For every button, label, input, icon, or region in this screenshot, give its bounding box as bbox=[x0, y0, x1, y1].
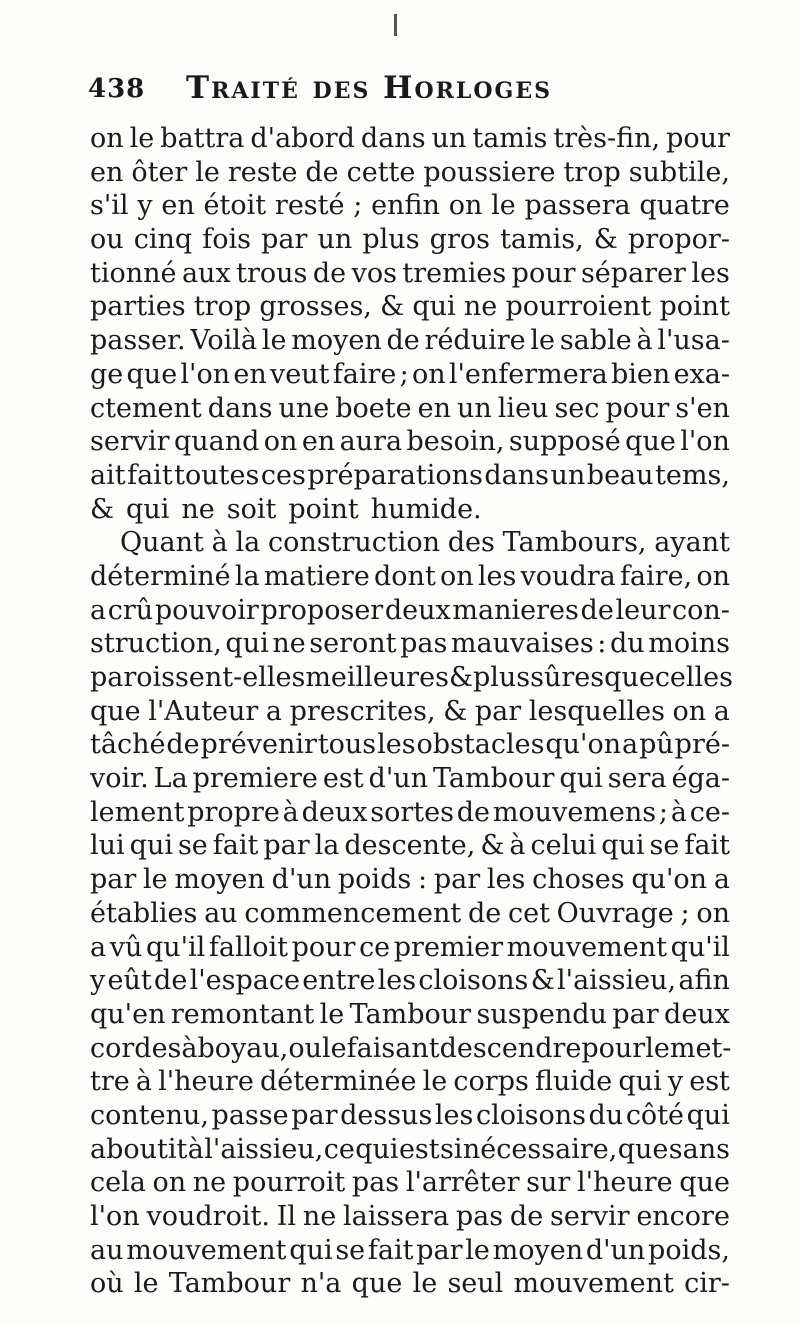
text-line: parties trop grosses, & qui ne pourroient point bbox=[90, 291, 730, 323]
text-line: ge que l'on en veut faire ; on l'enfermera bien exa- bbox=[90, 358, 730, 390]
body-text bbox=[90, 122, 734, 1301]
text-line: a vû qu'il falloit pour ce premier mouvement qu'il bbox=[90, 931, 730, 963]
text-line: tionné aux trous de vos tremies pour séparer les bbox=[90, 257, 730, 289]
text-line: établies au commencement de cet Ouvrage ; on bbox=[90, 897, 730, 929]
text-line: où le Tambour n'a que le seul mouvement cir- bbox=[90, 1268, 730, 1300]
text-line: cordes à boyau, ou le faisant descendre pour le met- bbox=[90, 1032, 732, 1064]
text-line: ctement dans une boete en un lieu sec pour s'en bbox=[90, 392, 730, 424]
text-line: que l'Auteur a prescrites, & par lesquelles on a bbox=[90, 695, 730, 727]
text-line: aboutit à l'aissieu, ce qui est si nécessaire, que sans bbox=[90, 1133, 730, 1165]
text-line: struction, qui ne seront pas mauvaises : du moins bbox=[90, 628, 730, 660]
text-line: lui qui se fait par la descente, & à celui qui se fait bbox=[90, 830, 730, 862]
text-line: ait fait toutes ces préparations dans un beau tems, bbox=[90, 459, 730, 491]
text-line: lement propre à deux sortes de mouvemens ; à ce- bbox=[90, 796, 730, 828]
text-line: s'il y en étoit resté ; enfin on le passera quatre bbox=[90, 190, 730, 222]
text-line: contenu, passe par dessus les cloisons du côté qui bbox=[90, 1099, 730, 1131]
text-line: tâché de prévenir tous les obstacles qu'on a pû pré- bbox=[90, 729, 730, 761]
page-number: 438 bbox=[88, 74, 146, 104]
text-line: cela on ne pourroit pas l'arrêter sur l'heure que bbox=[90, 1167, 730, 1199]
text-line: on le battra d'abord dans un tamis très-fin, pour bbox=[90, 123, 730, 154]
text-line: au mouvement qui se fait par le moyen d'un poids, bbox=[90, 1234, 730, 1266]
running-head bbox=[88, 70, 728, 110]
text-line: l'on voudroit. Il ne laissera pas de servir encore bbox=[90, 1201, 730, 1232]
text-line: déterminé la matiere dont on les voudra faire, on bbox=[90, 560, 730, 592]
text-line: passer. Voilà le moyen de réduire le sable à l'usa- bbox=[90, 325, 730, 357]
text-line: qu'en remontant le Tambour suspendu par deux bbox=[90, 998, 730, 1030]
text-line: a crû pouvoir proposer deux manieres de leur con- bbox=[90, 594, 730, 626]
text-line: par le moyen d'un poids : par les choses qu'on a bbox=[90, 864, 730, 896]
text-line: & qui ne soit point humide. bbox=[90, 493, 482, 525]
text-line: ou cinq fois par un plus gros tamis, & propor- bbox=[90, 224, 730, 256]
text-line: y eût de l'espace entre les cloisons & l'aissieu, afin bbox=[90, 965, 730, 997]
scan-mark bbox=[394, 14, 397, 36]
text-line: tre à l'heure déterminée le corps fluide qui y est bbox=[90, 1066, 730, 1098]
text-line: en ôter le reste de cette poussiere trop subtile, bbox=[90, 156, 730, 188]
page-title: Traité des Horloges bbox=[186, 70, 552, 106]
text-line: paroissent-elles meilleures & plus sûres que celles bbox=[90, 662, 734, 693]
text-line: servir quand on en aura besoin, supposé que l'on bbox=[90, 426, 730, 458]
text-line: voir. La premiere est d'un Tambour qui sera éga- bbox=[90, 763, 730, 795]
text-line: Quant à la construction des Tambours, ayant bbox=[120, 527, 730, 559]
